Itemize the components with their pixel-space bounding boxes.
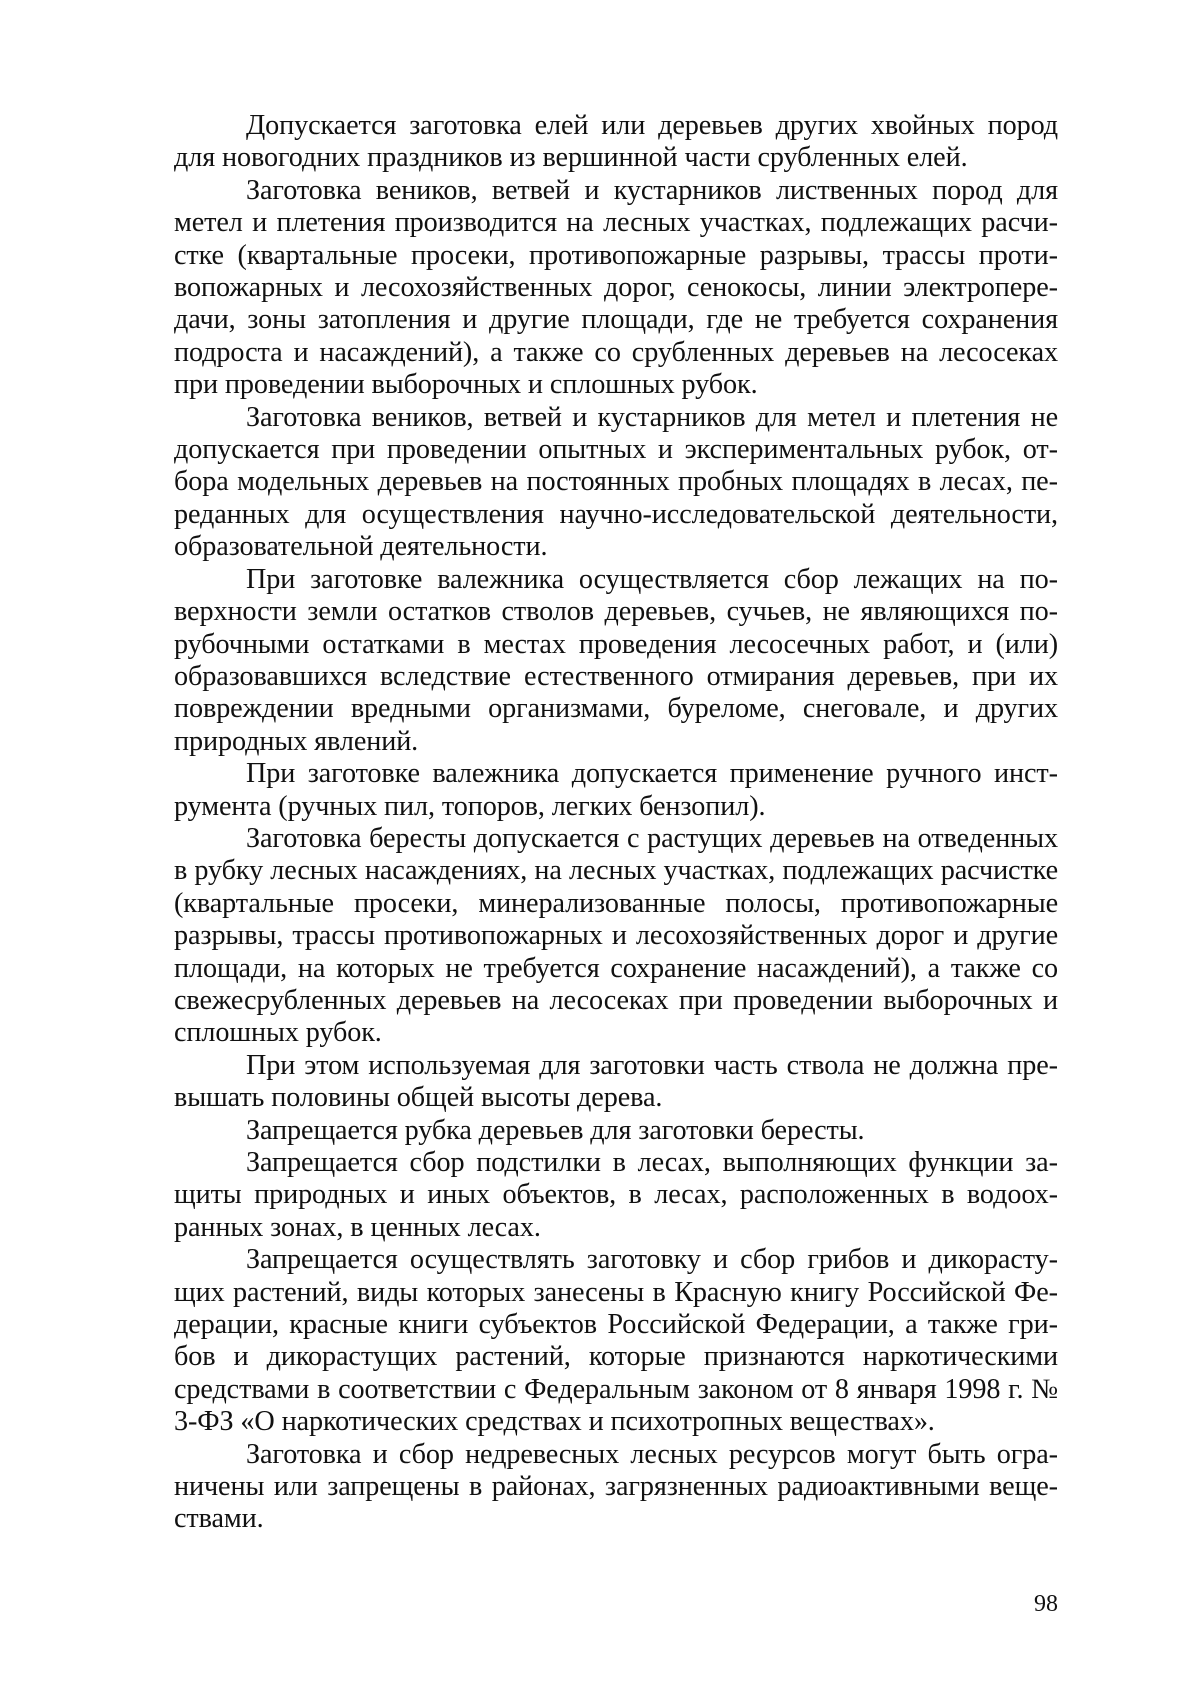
- paragraph: Запрещается осуществлять заготовку и сбор грибов и дикорастущих растений, виды которых занесены в Красную книгу Российской Федерации, красные книги субъектов Российской Федерации, а также грибов и дикорастущих растений, которые признаются наркотическими средствами в соответствии с Федеральным законом от 8 января 1998 г. № 3-ФЗ «О наркотических средствах и психотропных веществах».: [174, 1244, 1058, 1438]
- paragraph: Заготовка бересты допускается с растущих деревьев на отведенных в рубку лесных насаждениях, на лесных участках, подлежащих расчистке (квартальные просеки, минерализованные полосы, противопожарные разрывы, трассы противопожарных и лесохозяйственных дорог и другие площади, на которых не требуется сохранение насаждений), а также со свежесрубленных деревьев на лесосеках при проведении выборочных и сплошных рубок.: [174, 822, 1058, 1049]
- paragraph: При заготовке валежника допускается применение ручного инструмента (ручных пил, топоров, легких бензопил).: [174, 758, 1058, 822]
- paragraph: Запрещается сбор подстилки в лесах, выполняющих функции защиты природных и иных объектов, в лесах, расположенных в водоохранных зонах, в ценных лесах.: [174, 1147, 1058, 1243]
- paragraph: Заготовка веников, ветвей и кустарников для метел и плетения не допускается при проведении опытных и экспериментальных рубок, отбора модельных деревьев на постоянных пробных площадях в лесах, переданных для осуществления научно-исследовательской деятельности, образовательной деятельности.: [174, 401, 1058, 563]
- paragraph: Заготовка и сбор недревесных лесных ресурсов могут быть ограничены или запрещены в районах, загрязненных радиоактивными веществами.: [174, 1438, 1058, 1535]
- paragraph: При этом используемая для заготовки часть ствола не должна превышать половины общей высоты дерева.: [174, 1049, 1058, 1114]
- paragraph: Запрещается рубка деревьев для заготовки бересты.: [246, 1114, 865, 1146]
- page-number: 98: [1034, 1591, 1058, 1617]
- paragraph: Допускается заготовка елей или деревьев других хвойных пород для новогодних праздников из вершинной части срубленных елей.: [174, 110, 1058, 174]
- body-text: [174, 110, 1058, 1536]
- paragraph: Заготовка веников, ветвей и кустарников лиственных пород для метел и плетения производится на лесных участках, подлежащих расчистке (квартальные просеки, противопожарные разрывы, трассы противопожарных и лесохозяйственных дорог, сенокосы, линии электропередачи, зоны затопления и другие площади, где не требуется сохранения подроста и насаждений), а также со срубленных деревьев на лесосеках при проведении выборочных и сплошных рубок.: [174, 174, 1058, 401]
- paragraph: При заготовке валежника осуществляется сбор лежащих на поверхности земли остатков стволов деревьев, сучьев, не являющихся порубочными остатками в местах проведения лесосечных работ, и (или) образовавшихся вследствие естественного отмирания деревьев, при их повреждении вредными организмами, буреломе, снеговале, и других природных явлений.: [174, 563, 1058, 757]
